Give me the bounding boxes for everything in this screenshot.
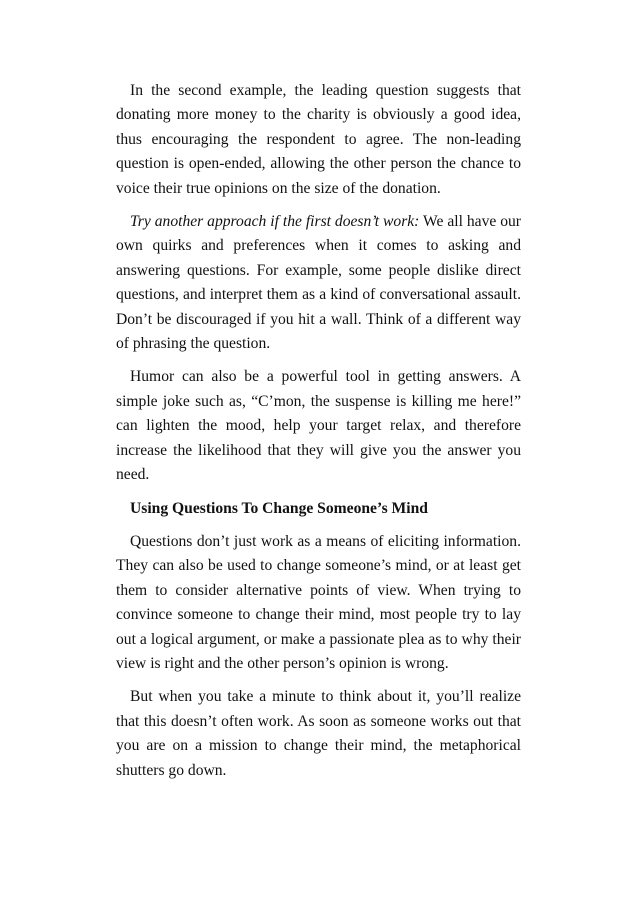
page-body	[116, 79, 521, 792]
paragraph-text: Questions don’t just work as a means of eliciting information. They can also be used to change someone’s mind, or at least get them to consider alternative points of view. When trying to convince someone to change their mind, most people try to lay out a logical argument, or make a passionate plea as to why their view is right and the other person’s opinion is wrong.	[116, 532, 521, 672]
paragraph-text: We all have our own quirks and preferences when it comes to asking and answering questions. For example, some people dislike direct questions, and interpret them as a kind of conversational assault. Don’t be discouraged if you hit a wall. Think of a different way of phrasing the question.	[116, 213, 522, 353]
paragraph-text: But when you take a minute to think about it, you’ll realize that this doesn’t often work. As soon as someone works out that you are on a mission to change their mind, the metaphorical shutters go down.	[116, 688, 521, 779]
paragraph-text: Humor can also be a powerful tool in getting answers. A simple joke such as, “C’mon, the suspense is killing me here!” can lighten the mood, help your target relax, and therefore increase the likelihood that they will give you the answer you need.	[116, 368, 521, 484]
paragraph-leading-question-example	[116, 79, 521, 201]
paragraph-try-another-approach	[116, 210, 521, 356]
paragraph-questions-change-mind	[116, 530, 521, 676]
italic-lead-in: Try another approach if the first doesn’t work:	[130, 213, 420, 231]
paragraph-metaphorical-shutters	[116, 685, 521, 783]
paragraph-text: In the second example, the leading question suggests that donating more money to the charity is obviously a good idea, thus encouraging the respondent to agree. The non-leading question is open-ended, allowing the other person the chance to voice their true opinions on the size of the donation.	[116, 82, 521, 197]
section-heading: Using Questions To Change Someone’s Mind	[130, 499, 428, 517]
paragraph-humor	[116, 365, 521, 487]
